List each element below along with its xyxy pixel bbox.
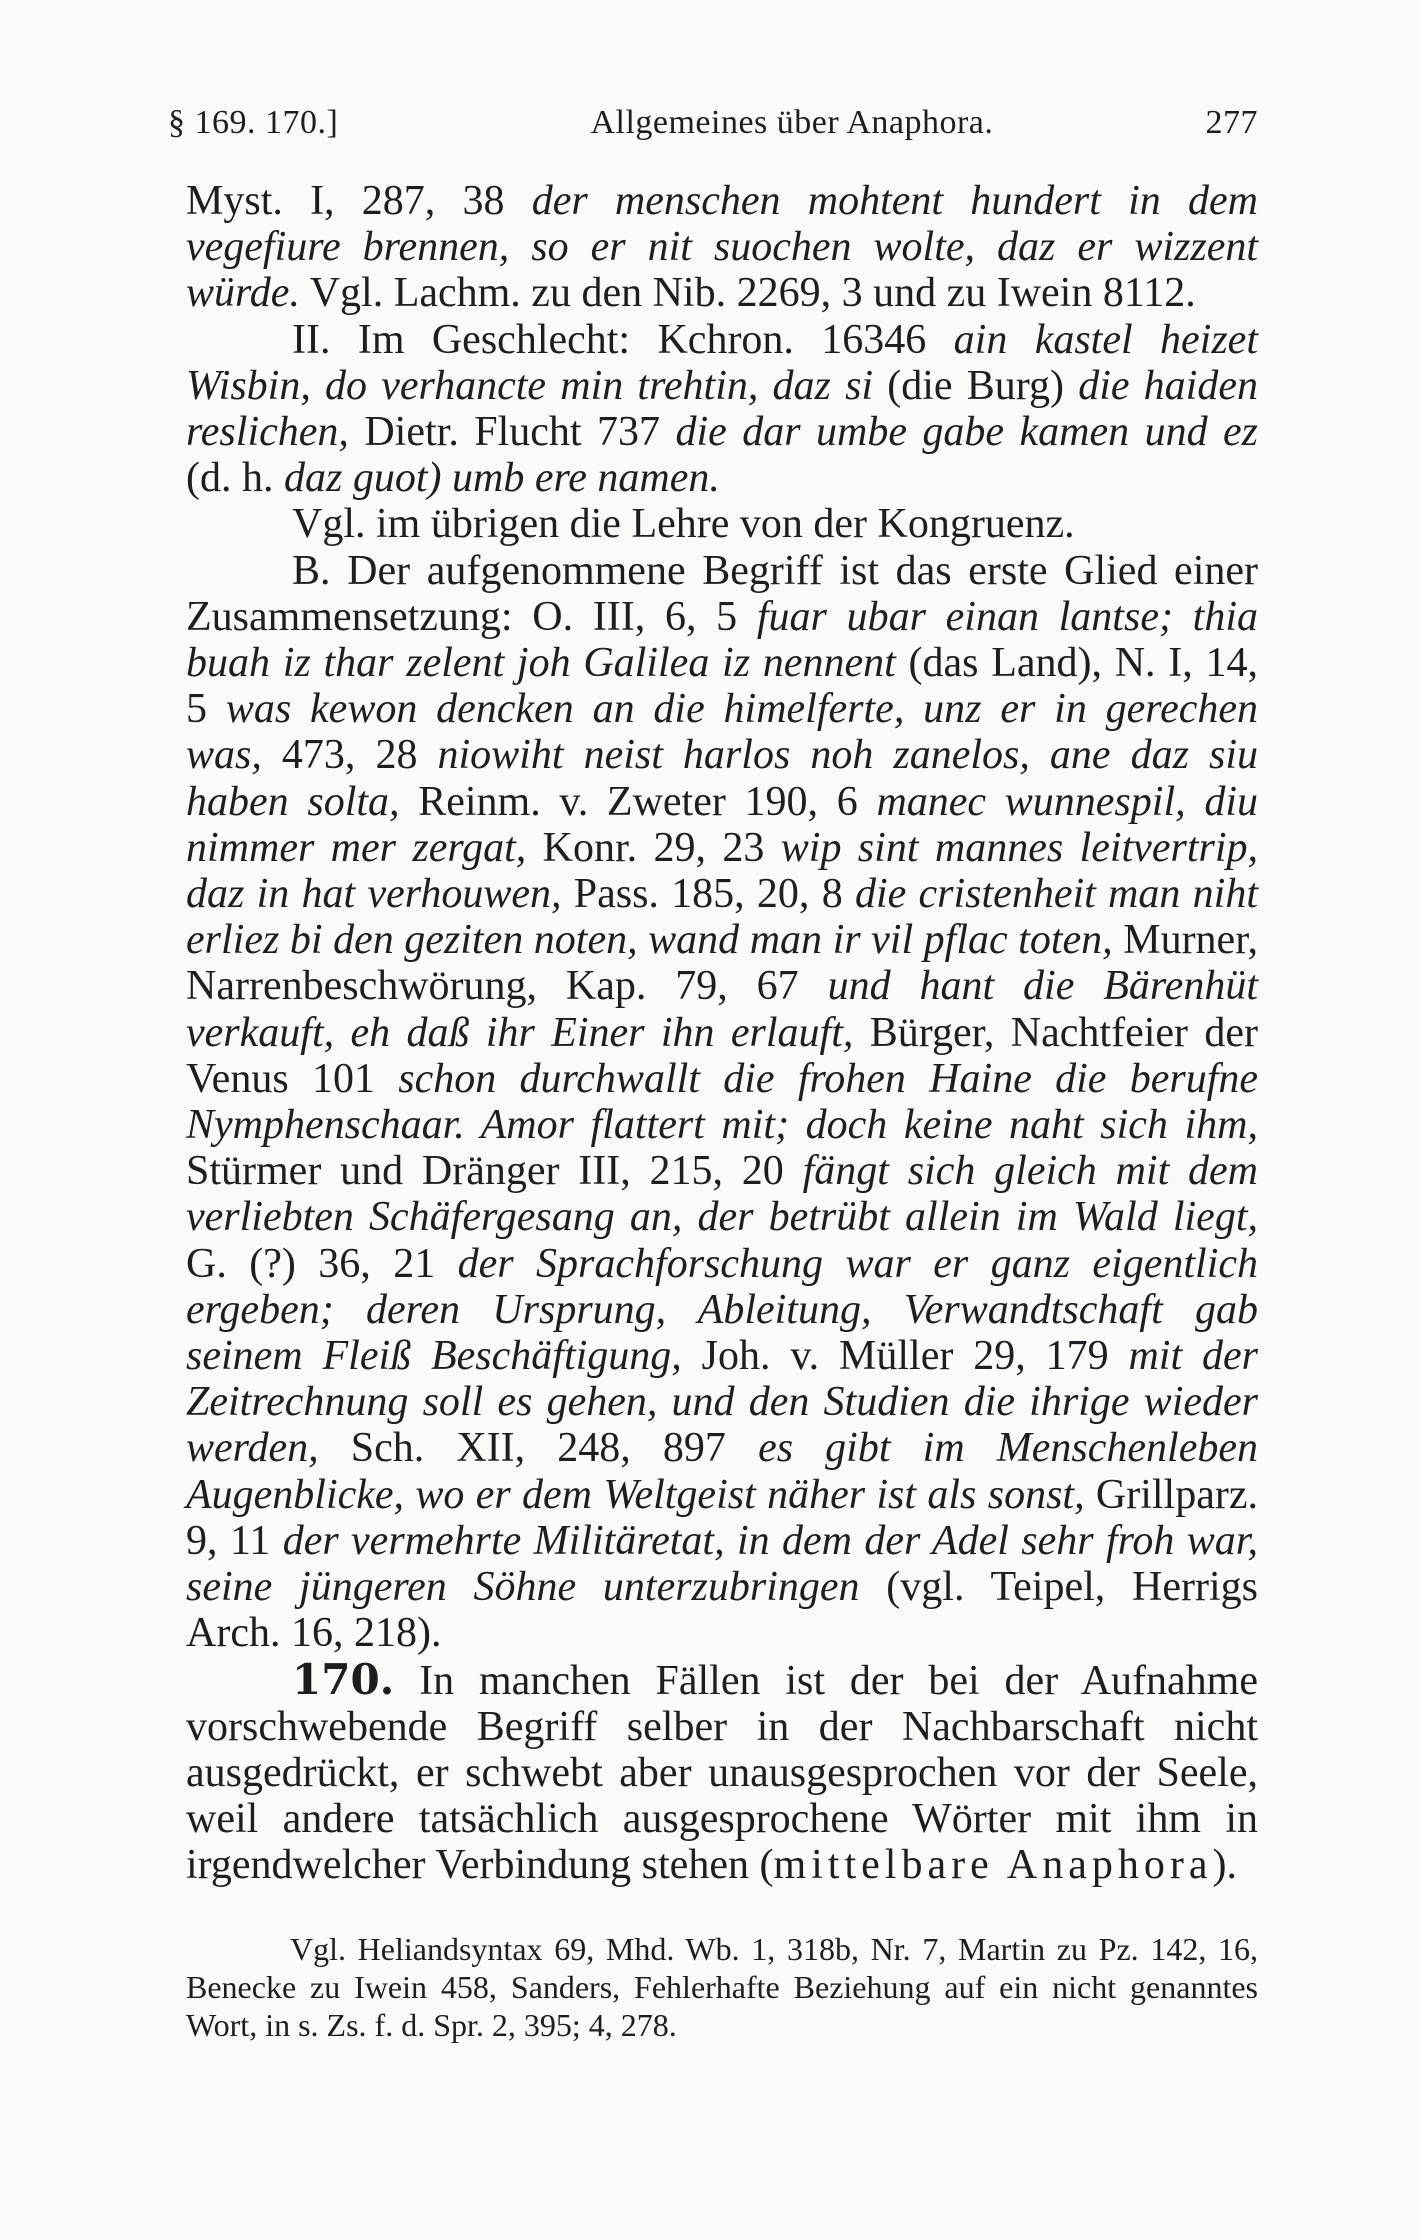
footnote xyxy=(186,1930,1258,2044)
text-segment: Stürmer und Dränger III, 215, 20 xyxy=(186,1148,803,1195)
text-segment: Vgl. im übrigen die Lehre von der Kongruenz. xyxy=(292,501,1075,548)
paragraph-p2 xyxy=(186,317,1258,502)
text-segment: In manchen Fällen ist der bei der Aufnahme vorschwebende Begriff selber in der Nachbarschaft nicht ausgedrückt, er schwebt aber unausgesprochen vor der Seele, weil andere tatsächlich ausgesprochene Wörter mit ihm in irgendwelcher Verbindung stehen ( xyxy=(186,1657,1258,1889)
section-number: 170. xyxy=(292,1654,395,1704)
text-segment: Murner, Narrenbeschwörung, Kap. 79, 67 xyxy=(186,917,1258,1010)
text-segment xyxy=(509,224,531,270)
italic-quote: fängt sich gleich mit dem verliebten Schäfergesang an, der betrübt allein im Wald liegt, xyxy=(186,1148,1258,1241)
italic-quote: der Sprachforschung war er ganz eigentlich ergeben; deren Ursprung, Ableitung, Verwandtschaft gab seinem Fleiß Beschäftigung, xyxy=(186,1240,1259,1380)
italic-quote: daz guot) umb ere namen. xyxy=(284,455,720,502)
paragraph-p3 xyxy=(186,501,1258,547)
italic-quote: manec wunnespil, diu nimmer mer zergat, xyxy=(186,778,1258,871)
italic-quote: die cristenheit man niht erliez bi den geziten noten, wand man ir vil pflac toten, xyxy=(186,871,1258,964)
italic-quote: so er nit suochen wolte, daz er wizzent würde. xyxy=(186,224,1259,317)
text-segment: (vgl. Teipel, Herrigs Arch. 16, 218). xyxy=(186,1564,1258,1657)
running-title: Allgemeines über Anaphora. xyxy=(590,104,994,141)
text-segment: II. Im Geschlecht: Kchron. 16346 xyxy=(292,316,954,363)
paragraph-p5 xyxy=(186,1654,1258,1889)
page-number: 277 xyxy=(1205,104,1258,141)
text-segment: B. Der aufgenommene Begriff ist das erste Glied einer Zusammensetzung: O. III, 6, 5 xyxy=(186,547,1258,640)
text-segment: Myst. I, 287, 38 xyxy=(186,178,532,224)
italic-quote: was kewon dencken an die himelferte, unz er in gerechen was, xyxy=(186,686,1259,779)
text-segment: Sch. XII, 248, 897 xyxy=(318,1425,759,1472)
running-header xyxy=(168,104,1258,142)
italic-quote: der menschen mohtent hundert in dem vegefiure brennen, xyxy=(186,178,1258,271)
italic-quote: und hant die Bärenhüt verkauft, eh daß ihr Einer ihn erlauft, xyxy=(186,963,1258,1056)
footnote-text: Vgl. Heliandsyntax 69, Mhd. Wb. 1, 318b, Nr. 7, Martin zu Pz. 142, 16, Benecke zu Iwein 458, Sanders, Fehlerhafte Beziehung auf ein nicht genanntes Wort, in s. Zs. f. d. Spr. 2, 395; 4, 278. xyxy=(186,1931,1258,2043)
main-text xyxy=(186,178,1258,1889)
italic-quote: es gibt im Menschenleben Augenblicke, wo er dem Weltgeist näher ist als sonst, xyxy=(186,1425,1258,1518)
text-segment: Joh. v. Müller 29, 179 xyxy=(681,1333,1129,1380)
text-segment: 473, 28 xyxy=(261,732,438,779)
text-segment: Pass. 185, 20, 8 xyxy=(561,871,855,918)
text-segment: (die Burg) xyxy=(873,362,1079,409)
italic-quote: doch keine naht sich ihm, xyxy=(805,1102,1258,1149)
text-segment: G. (?) 36, 21 xyxy=(186,1240,458,1287)
italic-quote: der vermehrte Militäretat, in dem der Adel sehr froh war, seine jüngeren Söhne unterzubringen xyxy=(186,1517,1258,1611)
italic-quote: niowiht neist harlos noh zanelos, ane daz siu haben solta, xyxy=(186,732,1259,825)
italic-quote: wip sint mannes leitvertrip, daz in hat verhouwen, xyxy=(186,824,1258,918)
text-segment: Vgl. Lachm. zu den Nib. 2269, 3 und zu Iwein 8112. xyxy=(299,270,1196,317)
text-segment: ). xyxy=(1212,1842,1237,1889)
section-reference: § 169. 170.] xyxy=(168,104,339,141)
italic-quote: schon durchwallt die frohen Haine die berufne Nymphenschaar. Amor flattert mit; xyxy=(186,1055,1259,1149)
text-segment: (d. h. xyxy=(186,455,284,502)
spaced-term: mittelbare Anaphora xyxy=(773,1842,1213,1889)
text-segment: Konr. 29, 23 xyxy=(526,824,781,871)
paragraph-p1 xyxy=(186,178,1258,317)
text-segment: Dietr. Flucht 737 xyxy=(348,409,676,456)
text-segment: (das Land), N. I, 14, 5 xyxy=(186,640,1258,733)
text-segment: Bürger, Nachtfeier der Venus 101 xyxy=(186,1009,1258,1102)
italic-quote: ain kastel heizet Wisbin, do verhancte min trehtin, daz si xyxy=(186,316,1258,409)
italic-quote: die haiden reslichen, xyxy=(186,362,1258,456)
paragraph-p4 xyxy=(186,548,1258,1657)
italic-quote: fuar ubar einan lantse; thia buah iz thar zelent joh Galilea iz nennent xyxy=(186,593,1258,687)
text-segment: Reinm. v. Zweter 190, 6 xyxy=(399,778,877,825)
text-segment: Grillparz. 9, 11 xyxy=(186,1471,1258,1564)
italic-quote: mit der Zeitrechnung soll es gehen, und den Studien die ihrige wieder werden, xyxy=(186,1333,1258,1472)
italic-quote: die dar umbe gabe kamen und ez xyxy=(675,409,1258,456)
text-segment xyxy=(789,1102,806,1148)
